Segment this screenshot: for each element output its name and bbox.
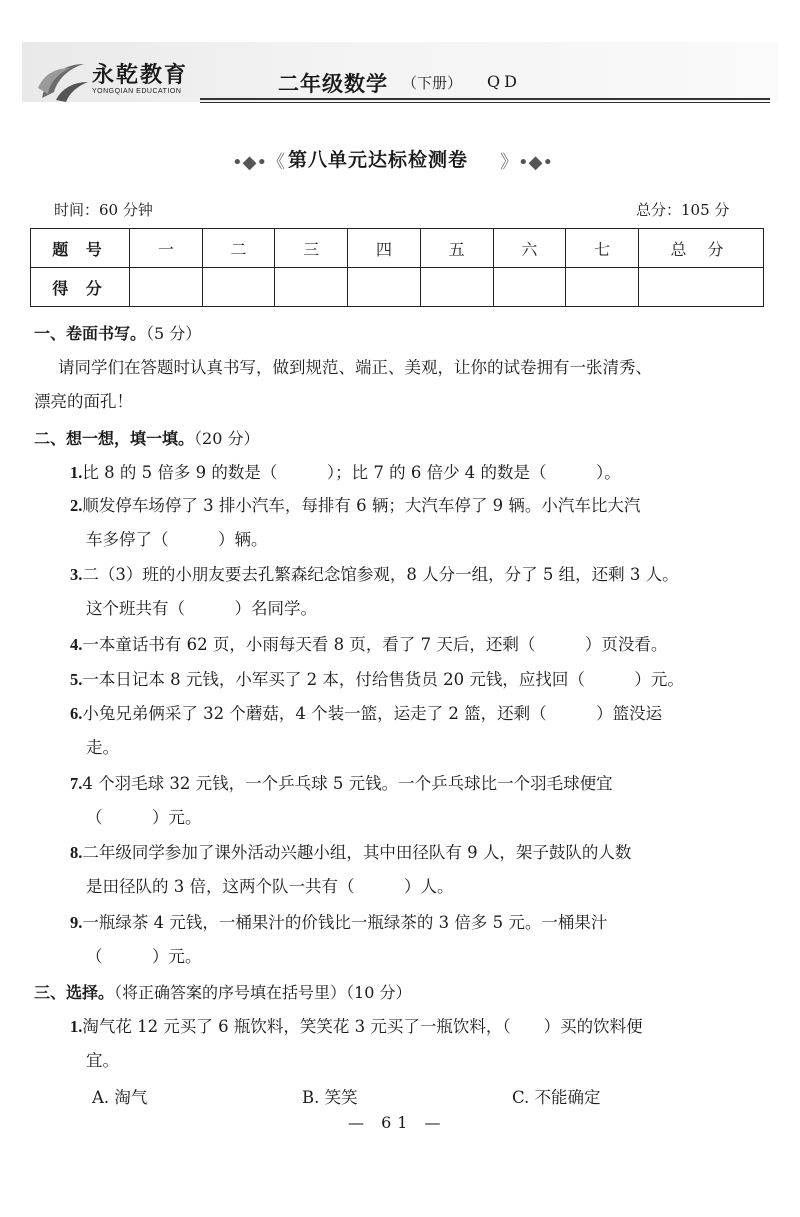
question-2-8 (70, 836, 770, 904)
score-cell[interactable] (420, 268, 493, 307)
question-2-4 (70, 628, 770, 662)
question-number: 1. (70, 463, 83, 482)
score-table-header-row (31, 229, 764, 268)
score-cell-total[interactable] (639, 268, 764, 307)
section-1-text-line-1: 请同学们在答题时认真书写，做到规范、端正、美观，让你的试卷拥有一张清秀、 (58, 358, 652, 377)
score-table-col-3: 三 (275, 229, 348, 268)
exam-total-score: 总分：105 分 (636, 201, 730, 219)
score-cell[interactable] (493, 268, 566, 307)
question-text-cont: 车多停了（ ）辆。 (86, 530, 268, 549)
exam-title: 第八单元达标检测卷 (288, 149, 469, 171)
question-number: 8. (70, 843, 83, 862)
question-2-2 (70, 489, 770, 557)
publisher-logo-icon (36, 58, 90, 104)
score-table-col-4: 四 (348, 229, 421, 268)
question-text: 比 8 的 5 倍多 9 的数是（ ）；比 7 的 6 倍少 4 的数是（ ）。 (82, 463, 621, 482)
question-text: 一瓶绿茶 4 元钱，一桶果汁的价钱比一瓶绿茶的 3 倍多 5 元。一桶果汁 (82, 913, 608, 932)
question-text: 一本日记本 8 元钱，小军买了 2 本，付给售货员 20 元钱，应找回（ ）元。 (82, 670, 684, 689)
score-table-col-1: 一 (130, 229, 203, 268)
question-text-cont: 宜。 (86, 1051, 119, 1070)
score-table-col-2: 二 (202, 229, 275, 268)
score-table-col-7: 七 (566, 229, 639, 268)
book-title: 二年级数学 (278, 71, 388, 96)
header-rule (200, 98, 770, 100)
question-text: 4 个羽毛球 32 元钱，一个乒乓球 5 元钱。一个乒乓球比一个羽毛球便宜 (82, 774, 613, 793)
score-cell[interactable] (202, 268, 275, 307)
section-1-heading: 一、卷面书写。（5 分） (34, 324, 202, 343)
book-version: QD (487, 72, 521, 91)
question-number: 9. (70, 913, 83, 932)
question-3-1 (70, 1010, 770, 1078)
section-1-text-line-2: 漂亮的面孔！ (34, 392, 133, 411)
score-table-total-header: 总 分 (639, 229, 764, 268)
score-table-row-label: 题 号 (31, 229, 130, 268)
score-cell[interactable] (566, 268, 639, 307)
score-table-score-row (31, 268, 764, 307)
header-rule-thin (200, 102, 770, 103)
page-number: — 61 — (348, 1113, 447, 1132)
question-2-9 (70, 906, 770, 974)
score-cell[interactable] (348, 268, 421, 307)
question-number: 5. (70, 670, 83, 689)
question-number: 7. (70, 774, 83, 793)
question-2-3 (70, 558, 770, 626)
question-number: 6. (70, 704, 83, 723)
section-2-heading: 二、想一想，填一填。（20 分） (34, 429, 260, 448)
question-2-5 (70, 663, 770, 697)
question-text-cont: （ ）元。 (86, 947, 202, 966)
score-table (30, 228, 764, 307)
question-number: 2. (70, 496, 83, 515)
question-number: 4. (70, 635, 83, 654)
question-text: 二年级同学参加了课外活动兴趣小组，其中田径队有 9 人，架子鼓队的人数 (82, 843, 632, 862)
score-cell[interactable] (275, 268, 348, 307)
score-table-col-5: 五 (420, 229, 493, 268)
section-3-heading: 三、选择。（将正确答案的序号填在括号里）（10 分） (34, 983, 412, 1002)
question-text-cont: 这个班共有（ ）名同学。 (86, 599, 317, 618)
question-number: 1. (70, 1017, 83, 1036)
question-text: 小兔兄弟俩采了 32 个蘑菇，4 个装一篮，运走了 2 篮，还剩（ ）篮没运 (82, 704, 663, 723)
question-text: 淘气花 12 元买了 6 瓶饮料，笑笑花 3 元买了一瓶饮料，（ ）买的饮料便 (82, 1017, 643, 1036)
logo-text: 永乾教育 (92, 62, 189, 88)
question-text: 顺发停车场停了 3 排小汽车，每排有 6 辆；大汽车停了 9 辆。小汽车比大汽 (82, 496, 641, 515)
score-cell[interactable] (130, 268, 203, 307)
question-number: 3. (70, 565, 83, 584)
question-2-7 (70, 767, 770, 835)
book-volume: （下册） (402, 74, 463, 92)
question-text: 一本童话书有 62 页，小雨每天看 8 页，看了 7 天后，还剩（ ）页没看。 (82, 635, 668, 654)
question-2-1 (70, 456, 770, 490)
option-a[interactable]: A. 淘气 (92, 1088, 148, 1107)
question-2-6 (70, 697, 770, 765)
logo-subtext: YONGQIAN EDUCATION (92, 88, 182, 95)
question-text-cont: 走。 (86, 738, 119, 757)
question-text-cont: 是田径队的 3 倍，这两个队一共有（ ）人。 (86, 877, 454, 896)
score-table-col-6: 六 (493, 229, 566, 268)
option-c[interactable]: C. 不能确定 (512, 1088, 601, 1107)
question-text-cont: （ ）元。 (86, 808, 202, 827)
title-right-ornament-icon: 》•◆• (500, 152, 554, 173)
question-text: 二（3）班的小朋友要去孔繁森纪念馆参观，8 人分一组，分了 5 组，还剩 3 人。 (82, 565, 679, 584)
option-b[interactable]: B. 笑笑 (302, 1088, 358, 1107)
score-table-score-label: 得 分 (31, 268, 130, 307)
title-left-ornament-icon: •◆•《 (232, 152, 286, 173)
exam-time: 时间：60 分钟 (54, 201, 153, 219)
